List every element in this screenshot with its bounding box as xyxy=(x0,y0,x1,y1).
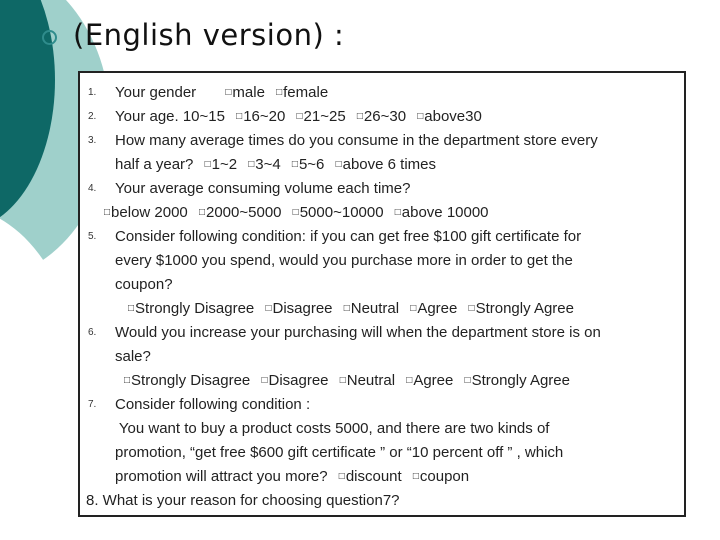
question-text: promotion, “get free $600 gift certificate ” or “10 percent off ” , which xyxy=(115,444,564,461)
option-21-25[interactable]: □ 21~25 xyxy=(297,108,346,125)
option-neutral[interactable]: □ Neutral xyxy=(340,372,395,389)
question-text: sale? xyxy=(115,348,151,365)
question-number: 4. xyxy=(88,183,97,194)
option-5-6[interactable]: □ 5~6 xyxy=(292,156,325,173)
option-male[interactable]: □ male xyxy=(225,84,265,101)
option-strongly-disagree[interactable]: □ Strongly Disagree xyxy=(128,300,254,317)
option-above30[interactable]: □ above30 xyxy=(417,108,482,125)
option-agree[interactable]: □ Agree xyxy=(410,300,457,317)
option-neutral[interactable]: □ Neutral xyxy=(344,300,399,317)
option-strongly-agree[interactable]: □ Strongly Agree xyxy=(469,300,574,317)
question-number: 2. xyxy=(88,111,97,122)
option-strongly-agree[interactable]: □ Strongly Agree xyxy=(465,372,570,389)
question-text: Would you increase your purchasing will when the department store is on xyxy=(115,324,601,341)
question-number: 1. xyxy=(88,87,97,98)
option-2000-5000[interactable]: □ 2000~5000 xyxy=(199,204,282,221)
question-text: promotion will attract you more? xyxy=(115,468,328,485)
question-text: Your age. 10~15 xyxy=(115,108,225,125)
question-text: How many average times do you consume in the department store every xyxy=(115,132,598,149)
question-number: 5. xyxy=(88,231,97,242)
option-above-10000[interactable]: □ above 10000 xyxy=(395,204,489,221)
questionnaire-panel xyxy=(78,71,686,517)
page-title: (English version) : xyxy=(73,18,345,52)
question-number: 7. xyxy=(88,399,97,410)
option-26-30[interactable]: □ 26~30 xyxy=(357,108,406,125)
option-below-2000[interactable]: □ below 2000 xyxy=(104,204,188,221)
question-text: Your average consuming volume each time? xyxy=(115,180,411,197)
option-coupon[interactable]: □ coupon xyxy=(413,468,469,485)
option-female[interactable]: □ female xyxy=(276,84,328,101)
option-agree[interactable]: □ Agree xyxy=(406,372,453,389)
title-row xyxy=(42,18,344,52)
question-text: 8. What is your reason for choosing question7? xyxy=(86,492,400,509)
question-text: Consider following condition : xyxy=(115,396,311,413)
question-text: Consider following condition: if you can get free $100 gift certificate for xyxy=(115,228,582,245)
option-discount[interactable]: □ discount xyxy=(339,468,402,485)
question-number: 6. xyxy=(88,327,97,338)
option-strongly-disagree[interactable]: □ Strongly Disagree xyxy=(124,372,250,389)
question-text: Your gender xyxy=(115,84,197,101)
question-text: coupon? xyxy=(115,276,173,293)
question-text: half a year? xyxy=(115,156,194,173)
question-text: You want to buy a product costs 5000, and there are two kinds of xyxy=(115,420,550,437)
question-text: every $1000 you spend, would you purchase more in order to get the xyxy=(115,252,573,269)
option-disagree[interactable]: □ Disagree xyxy=(261,372,328,389)
option-16-20[interactable]: □ 16~20 xyxy=(236,108,285,125)
decor-white-circle xyxy=(0,205,75,535)
question-number: 3. xyxy=(88,135,97,146)
option-3-4[interactable]: □ 3~4 xyxy=(248,156,281,173)
option-disagree[interactable]: □ Disagree xyxy=(265,300,332,317)
option-1-2[interactable]: □ 1~2 xyxy=(205,156,238,173)
circle-bullet-icon xyxy=(42,30,57,45)
option-5000-10000[interactable]: □ 5000~10000 xyxy=(293,204,384,221)
option-above-6-times[interactable]: □ above 6 times xyxy=(336,156,436,173)
